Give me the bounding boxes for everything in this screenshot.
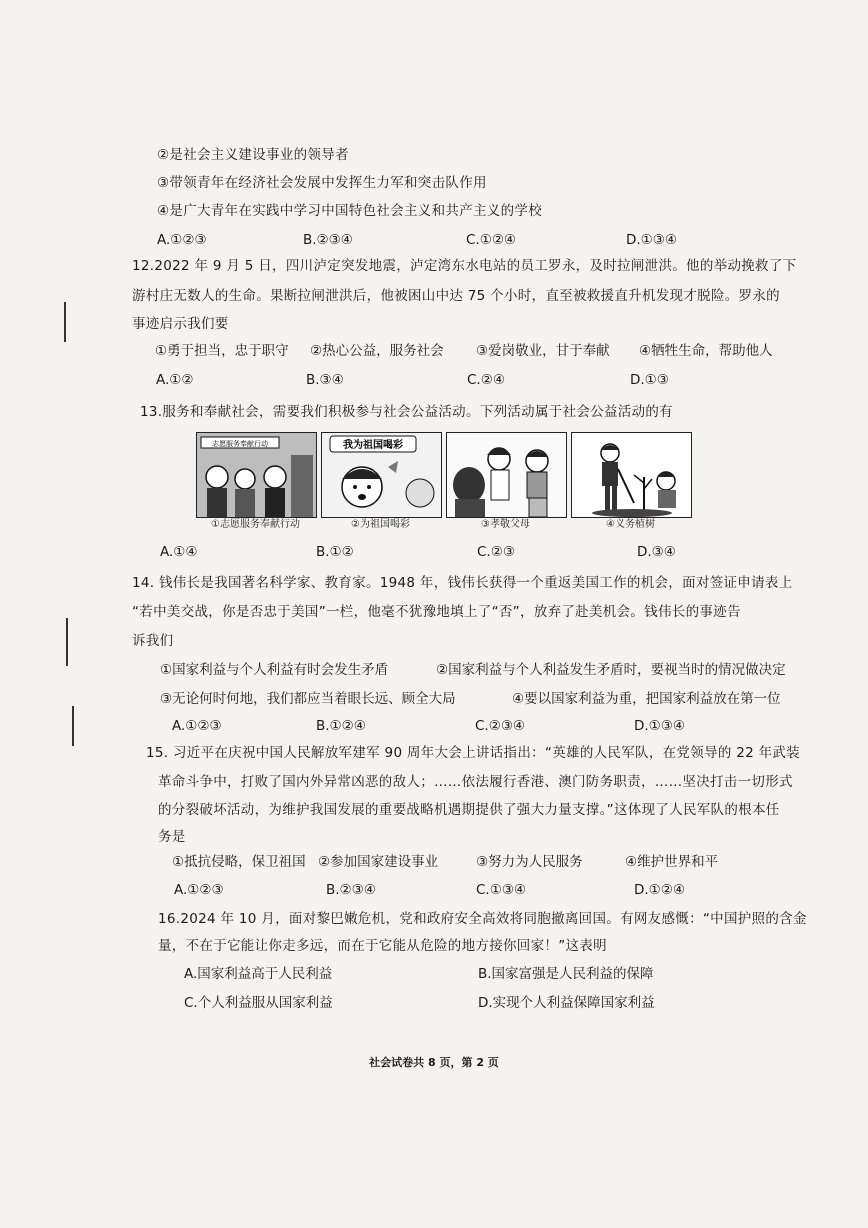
- q13-option-c: C.②③: [477, 544, 515, 560]
- q15-option-c: C.①③④: [476, 882, 527, 898]
- q11-line: ②是社会主义建设事业的领导者: [157, 147, 349, 163]
- q14-option-d: D.①③④: [634, 718, 685, 734]
- panel-cheer: [321, 432, 442, 518]
- q12-item: ③爱岗敬业，甘于奉献: [476, 343, 610, 359]
- q13-stem: 13.服务和奉献社会，需要我们积极参与社会公益活动。下列活动属于社会公益活动的有: [140, 404, 673, 420]
- panel-sign-text: 志愿服务奉献行动: [212, 440, 268, 448]
- q15-item: ③努力为人民服务: [476, 854, 583, 870]
- scan-mark: [64, 302, 66, 342]
- q15-item: ④维护世界和平: [625, 854, 719, 870]
- q12-item: ④牺牲生命，帮助他人: [639, 343, 773, 359]
- q16-stem: 量，不在于它能让你走多远，而在于它能从危险的地方接你回家！”这表明: [158, 938, 607, 954]
- q16-stem: 16.2024 年 10 月，面对黎巴嫩危机，党和政府安全高效将同胞撤离回国。有网友感慨：“中国护照的含金: [158, 911, 807, 927]
- scan-mark: [66, 618, 68, 666]
- q15-stem: 的分裂破坏活动，为维护我国发展的重要战略机遇期提供了强大力量支撑。”这体现了人民军队的根本任: [158, 802, 780, 818]
- q12-stem: 12.2022 年 9 月 5 日，四川泸定突发地震，泸定湾东水电站的员工罗永，及时拉闸泄洪。他的举动挽救了下: [132, 258, 797, 274]
- q14-option-b: B.①②④: [316, 718, 366, 734]
- q12-option-c: C.②④: [467, 372, 505, 388]
- q15-stem: 15. 习近平在庆祝中国人民解放军建军 90 周年大会上讲话指出：“英雄的人民军队，在党领导的 22 年武装: [146, 745, 800, 761]
- q14-option-c: C.②③④: [475, 718, 526, 734]
- q14-item: ③无论何时何地，我们都应当着眼长远、顾全大局: [160, 691, 456, 707]
- q11-option-d: D.①③④: [626, 232, 677, 248]
- panel-caption: ④义务植树: [606, 519, 655, 530]
- q13-figure-row: [196, 432, 692, 536]
- panel-filial: [446, 432, 567, 518]
- panel-caption: ①志愿服务奉献行动: [211, 519, 300, 530]
- q12-option-d: D.①③: [630, 372, 669, 388]
- q14-item: ②国家利益与个人利益发生矛盾时，要视当时的情况做决定: [436, 662, 786, 678]
- panel-planting: [571, 432, 692, 518]
- q11-option-c: C.①②④: [466, 232, 517, 248]
- filial-illustration: [447, 433, 566, 517]
- q14-stem: 14. 钱伟长是我国著名科学家、教育家。1948 年，钱伟长获得一个重返美国工作的机会，面对签证申请表上: [132, 575, 793, 591]
- q11-line: ③带领青年在经济社会发展中发挥生力军和突击队作用: [157, 175, 487, 191]
- q13-option-d: D.③④: [637, 544, 676, 560]
- q11-option-a: A.①②③: [157, 232, 207, 248]
- q16-option-d: D.实现个人利益保障国家利益: [478, 995, 655, 1011]
- q15-stem: 务是: [158, 829, 186, 845]
- volunteer-illustration: [197, 433, 316, 517]
- q14-stem: “若中美交战，你是否忠于美国”一栏，他毫不犹豫地填上了“否”，放弃了赴美机会。钱伟长的事迹告: [132, 604, 741, 620]
- q13-option-a: A.①④: [160, 544, 198, 560]
- q12-item: ①勇于担当，忠于职守: [155, 343, 289, 359]
- q13-option-b: B.①②: [316, 544, 354, 560]
- q14-item: ④要以国家利益为重，把国家利益放在第一位: [512, 691, 781, 707]
- planting-illustration: [572, 433, 691, 517]
- panel-sign-text: 我为祖国喝彩: [343, 440, 403, 451]
- q15-option-b: B.②③④: [326, 882, 376, 898]
- q15-option-a: A.①②③: [174, 882, 224, 898]
- q15-stem: 革命斗争中，打败了国内外异常凶恶的敌人；……依法履行香港、澳门防务职责，……坚决打击一切形式: [158, 774, 793, 790]
- q11-option-b: B.②③④: [303, 232, 353, 248]
- q14-option-a: A.①②③: [172, 718, 222, 734]
- cheer-illustration: [322, 433, 441, 517]
- q15-item: ①抵抗侵略，保卫祖国: [172, 854, 306, 870]
- q15-option-d: D.①②④: [634, 882, 685, 898]
- q14-stem: 诉我们: [132, 633, 174, 649]
- scan-mark: [72, 706, 74, 746]
- q11-line: ④是广大青年在实践中学习中国特色社会主义和共产主义的学校: [157, 203, 543, 219]
- q12-item: ②热心公益，服务社会: [310, 343, 444, 359]
- q12-option-a: A.①②: [156, 372, 194, 388]
- q12-stem: 事迹启示我们要: [132, 316, 229, 332]
- q16-option-b: B.国家富强是人民利益的保障: [478, 966, 654, 982]
- panel-caption: ②为祖国喝彩: [351, 519, 410, 530]
- q12-stem: 游村庄无数人的生命。果断拉闸泄洪后，他被困山中达 75 个小时，直至被救援直升机发现才脱险。罗永的: [132, 288, 780, 304]
- q14-item: ①国家利益与个人利益有时会发生矛盾: [160, 662, 389, 678]
- panel-volunteer: [196, 432, 317, 518]
- page-footer: 社会试卷共 8 页，第 2 页: [369, 1056, 499, 1069]
- q12-option-b: B.③④: [306, 372, 344, 388]
- panel-caption: ③孝敬父母: [481, 519, 530, 530]
- q16-option-c: C.个人利益服从国家利益: [184, 995, 333, 1011]
- q15-item: ②参加国家建设事业: [318, 854, 439, 870]
- q16-option-a: A.国家利益高于人民利益: [184, 966, 333, 982]
